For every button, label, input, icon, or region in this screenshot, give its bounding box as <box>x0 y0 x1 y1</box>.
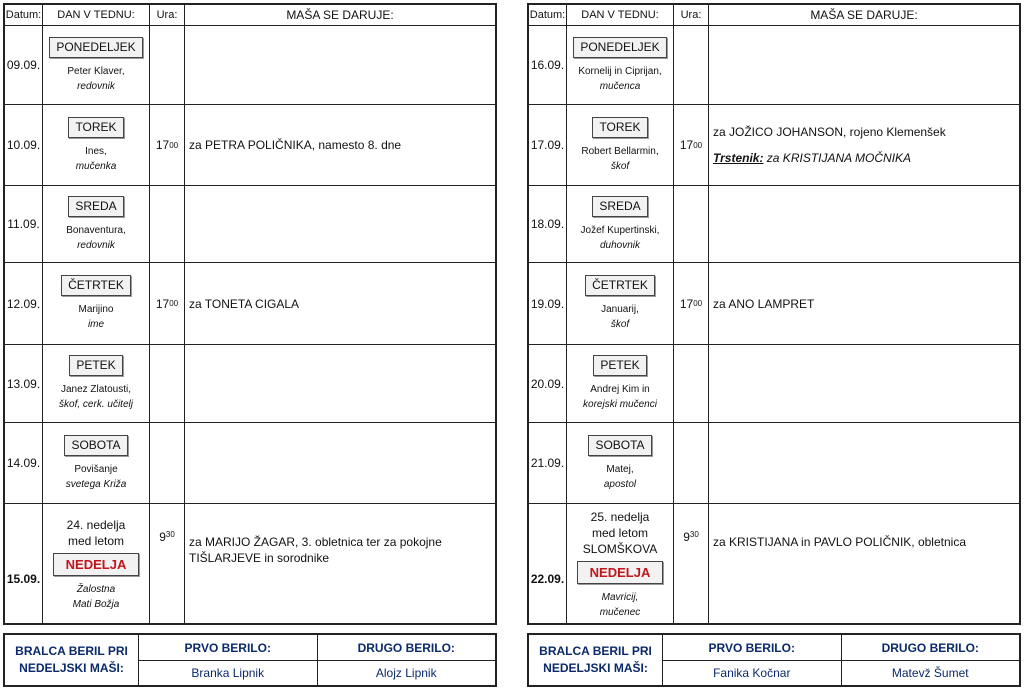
second-reading-title: DRUGO BERILO: <box>318 635 496 661</box>
second-reading-column <box>318 635 496 685</box>
table-row <box>5 186 495 263</box>
day-cell <box>567 263 674 344</box>
table-row <box>529 105 1019 186</box>
day-cell <box>43 345 150 422</box>
weekday-badge: TOREK <box>68 117 123 138</box>
table-row <box>529 345 1019 423</box>
mass-cell <box>709 263 1019 344</box>
date-cell: 10.09. <box>5 105 43 185</box>
saint-name: Januarij, <box>601 304 639 315</box>
table-row <box>5 26 495 105</box>
sunday-row <box>5 504 495 624</box>
table-row <box>5 345 495 423</box>
saint-name: Matej, <box>606 463 634 475</box>
second-reading-reader: Matevž Šumet <box>891 666 969 680</box>
header-day: DAN V TEDNU: <box>43 5 150 25</box>
mass-cell <box>709 504 1019 624</box>
second-reading-title: DRUGO BERILO: <box>842 635 1020 661</box>
time-cell <box>150 263 185 344</box>
readers-table-week-2 <box>527 633 1021 687</box>
mass-cell <box>709 423 1019 503</box>
weekday-badge: PONEDELJEK <box>573 37 666 58</box>
date-cell: 21.09. <box>529 423 567 503</box>
time-cell <box>674 263 709 344</box>
day-cell <box>43 105 150 185</box>
weekday-badge: PETEK <box>69 355 122 376</box>
mass-cell <box>185 186 495 262</box>
saint-title: redovnik <box>77 80 115 92</box>
mass-cell <box>185 263 495 344</box>
time-cell <box>150 345 185 422</box>
saint-name: Janez Zlatousti, <box>60 384 132 395</box>
schedule-table-week-2 <box>527 3 1021 625</box>
date-cell: 15.09. <box>5 504 43 624</box>
first-reading-column <box>139 635 318 685</box>
mass-intention-cont: TIŠLARJEVE in sorodnike <box>189 551 330 565</box>
time-cell <box>674 26 709 104</box>
extra-intention <box>713 150 1019 166</box>
readers-label <box>5 635 139 685</box>
schedule-table-week-1 <box>3 3 497 625</box>
mass-intention: za PETRA POLIČNIKA, namesto 8. dne <box>189 138 402 152</box>
saint-title: ime <box>87 319 105 330</box>
date-cell: 22.09. <box>529 504 567 624</box>
readers-table-week-1 <box>3 633 497 687</box>
saint-title: apostol <box>603 478 637 490</box>
day-cell <box>43 26 150 104</box>
mass-cell <box>709 345 1019 422</box>
mass-cell <box>185 345 495 422</box>
sunday-title-line: med letom <box>591 525 649 540</box>
saint-title: duhovnik <box>599 239 641 251</box>
time-cell <box>674 186 709 262</box>
first-reading-reader: Fanika Kočnar <box>713 666 791 680</box>
weekday-badge: SOBOTA <box>588 435 651 456</box>
header-date: Datum: <box>5 5 43 25</box>
date-cell: 14.09. <box>5 423 43 503</box>
weekday-badge: SREDA <box>68 196 123 217</box>
saint-name: Ines, <box>85 145 107 157</box>
time-minutes: 30 <box>165 530 175 539</box>
time-hour: 17 <box>155 296 170 311</box>
weekday-badge-sunday: NEDELJA <box>577 561 664 584</box>
day-cell <box>567 504 674 624</box>
time-hour: 9 <box>683 530 690 544</box>
weekday-badge: TOREK <box>592 117 647 138</box>
time-cell <box>674 423 709 503</box>
saint-title: svetega Križa <box>65 478 127 490</box>
time-hour: 17 <box>155 138 170 152</box>
table-header <box>5 5 495 26</box>
readers-label-line1: BRALCA BERIL PRI <box>539 644 652 658</box>
mass-cell <box>709 105 1019 185</box>
time-cell <box>150 423 185 503</box>
table-row <box>529 263 1019 345</box>
extra-location: Trstenik: <box>713 151 764 165</box>
readers-label-line2: NEDELJSKI MAŠI: <box>543 661 648 675</box>
saint-title: mučenca <box>599 80 641 92</box>
time-minutes: 00 <box>169 299 179 308</box>
first-reading-column <box>663 635 842 685</box>
sunday-title-line: SLOMŠKOVA <box>582 541 658 556</box>
time-minutes: 00 <box>693 299 703 308</box>
time-cell <box>150 186 185 262</box>
first-reading-reader: Branka Lipnik <box>191 666 265 680</box>
time-minutes: 30 <box>689 530 699 539</box>
first-reading-title: PRVO BERILO: <box>139 635 317 661</box>
mass-intention: za ANO LAMPRET <box>713 296 815 311</box>
saint-title: korejski mučenci <box>583 399 657 410</box>
date-cell: 20.09. <box>529 345 567 422</box>
day-cell <box>43 423 150 503</box>
mass-intention: za KRISTIJANA in PAVLO POLIČNIK, obletnica <box>713 535 966 549</box>
time-hour: 17 <box>679 138 694 152</box>
date-cell: 19.09. <box>529 263 567 344</box>
table-header <box>529 5 1019 26</box>
date-cell: 13.09. <box>5 345 43 422</box>
time-cell <box>150 26 185 104</box>
saint-title: škof <box>610 319 630 330</box>
sunday-title <box>583 509 657 557</box>
mass-cell <box>185 26 495 104</box>
saint-title: mučenec <box>599 606 641 618</box>
saint-name: Mavricij, <box>601 591 639 603</box>
time-hour: 17 <box>679 296 694 311</box>
weekday-badge: SOBOTA <box>64 435 127 456</box>
table-row <box>529 186 1019 263</box>
header-day: DAN V TEDNU: <box>567 5 674 25</box>
day-cell <box>567 186 674 262</box>
saint-title: škof <box>610 160 630 172</box>
day-cell <box>567 423 674 503</box>
header-mass: MAŠA SE DARUJE: <box>286 8 394 22</box>
sunday-row <box>529 504 1019 624</box>
extra-text: za KRISTIJANA MOČNIKA <box>763 151 912 165</box>
time-minutes: 00 <box>169 140 179 150</box>
time-cell <box>674 345 709 422</box>
mass-cell <box>709 186 1019 262</box>
saint-name: Peter Klaver, <box>67 65 125 77</box>
date-cell: 09.09. <box>5 26 43 104</box>
saint-name: Marijino <box>78 304 114 315</box>
saint-title: redovnik <box>77 239 115 251</box>
weekday-badge: ČETRTEK <box>61 275 131 296</box>
date-cell: 18.09. <box>529 186 567 262</box>
mass-cell <box>709 26 1019 104</box>
weekday-badge: PONEDELJEK <box>49 37 142 58</box>
saint-name: Bonaventura, <box>66 224 126 236</box>
saint-name: Andrej Kim in <box>590 384 650 395</box>
readers-label-line1: BRALCA BERIL PRI <box>15 644 128 658</box>
weekday-badge: PETEK <box>593 355 646 376</box>
date-cell: 11.09. <box>5 186 43 262</box>
time-cell <box>150 105 185 185</box>
saint-name: Robert Bellarmin, <box>581 145 659 157</box>
day-cell <box>43 186 150 262</box>
saint-title: mučenka <box>75 160 117 172</box>
day-cell <box>43 263 150 344</box>
time-hour: 9 <box>159 530 166 544</box>
header-mass: MAŠA SE DARUJE: <box>810 8 918 22</box>
header-time: Ura: <box>150 5 185 25</box>
table-row <box>5 423 495 504</box>
second-reading-reader: Alojz Lipnik <box>375 666 437 680</box>
sunday-title-line: med letom <box>67 533 125 548</box>
readers-label <box>529 635 663 685</box>
mass-intention: za TONETA CIGALA <box>189 296 300 311</box>
date-cell: 12.09. <box>5 263 43 344</box>
header-date: Datum: <box>529 5 567 25</box>
table-row <box>5 105 495 186</box>
day-cell <box>567 345 674 422</box>
day-cell <box>567 26 674 104</box>
weekday-badge-sunday: NEDELJA <box>53 553 140 576</box>
date-cell: 17.09. <box>529 105 567 185</box>
saint-name: Kornelij in Ciprijan, <box>578 65 662 77</box>
sunday-title-line: 24. nedelja <box>66 517 126 532</box>
readers-label-line2: NEDELJSKI MAŠI: <box>19 661 124 675</box>
day-cell <box>43 504 150 624</box>
saint-name: Povišanje <box>74 463 118 475</box>
sunday-title <box>67 517 126 549</box>
sunday-title-line: 25. nedelja <box>590 509 650 524</box>
saint-title: škof, cerk. učitelj <box>59 399 133 410</box>
time-cell <box>674 504 709 624</box>
saint-name: Žalostna <box>76 583 116 595</box>
second-reading-column <box>842 635 1020 685</box>
saint-title: Mati Božja <box>72 598 120 610</box>
first-reading-title: PRVO BERILO: <box>663 635 841 661</box>
time-cell <box>674 105 709 185</box>
time-minutes: 00 <box>693 140 703 150</box>
day-cell <box>567 105 674 185</box>
table-row <box>5 263 495 345</box>
table-row <box>529 423 1019 504</box>
time-cell <box>150 504 185 624</box>
date-cell: 16.09. <box>529 26 567 104</box>
mass-cell <box>185 423 495 503</box>
weekday-badge: SREDA <box>592 196 647 217</box>
table-row <box>529 26 1019 105</box>
mass-cell <box>185 504 495 624</box>
saint-name: Jožef Kupertinski, <box>580 224 660 236</box>
mass-intention: za MARIJO ŽAGAR, 3. obletnica ter za pokojne <box>189 535 442 549</box>
mass-cell <box>185 105 495 185</box>
mass-intention: za JOŽICO JOHANSON, rojeno Klemenšek <box>713 125 946 139</box>
header-time: Ura: <box>674 5 709 25</box>
weekday-badge: ČETRTEK <box>585 275 655 296</box>
